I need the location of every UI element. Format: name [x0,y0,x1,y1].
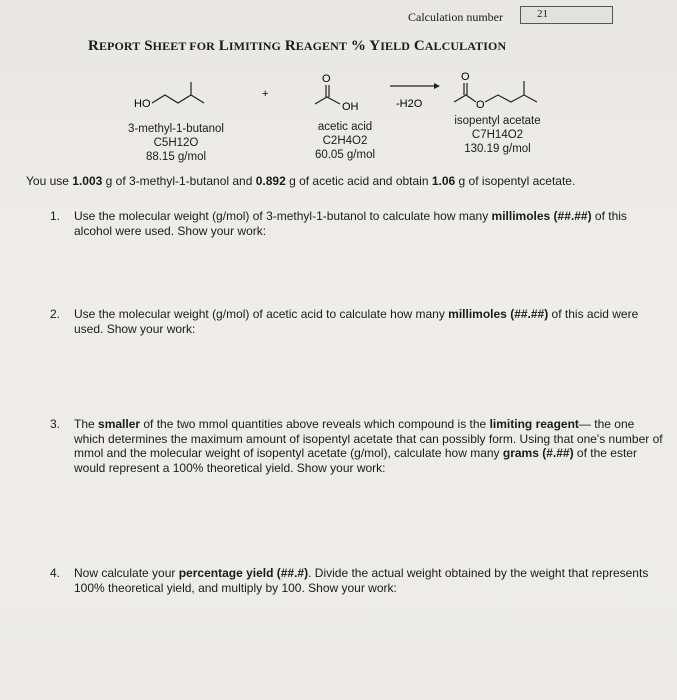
question-text: Use the molecular weight (g/mol) of 3-methyl-1-butanol to calculate how many millimoles (##.##) of this alcohol were used. Show your work: [74,209,627,238]
question-text: Now calculate your percentage yield (##.#). Divide the actual weight obtained by the weight that represents 100% theoretical yield, and multiply by 100. Show your work: [74,566,649,595]
reactant-1-name: 3-methyl-1-butanol [128,123,224,135]
reactant-2-mw: 60.05 g/mol [314,149,376,161]
question-1 [50,209,665,238]
reaction-scheme [100,62,580,172]
plus-sign: + [262,88,269,100]
calculation-number-box [520,6,613,24]
reactant-2-info [290,120,400,162]
question-number: 1. [50,209,61,223]
question-3 [50,417,665,475]
reactant-2-formula: C2H4O2 [322,135,368,147]
question-number: 4. [50,566,61,580]
question-4 [50,566,665,595]
product-mw: 130.19 g/mol [464,143,531,155]
product-formula: C7H14O2 [471,129,524,141]
ester-carbonyl-o: O [461,71,470,83]
reactant-2-name: acetic acid [317,121,373,133]
ester-oxygen: O [476,99,485,111]
page-title: REPORT SHEET FOR LIMITING REAGENT % YIELD CALCULATION [88,38,507,54]
reactant-1-mw: 88.15 g/mol [145,151,207,163]
acetic-hydroxyl-label: OH [342,101,359,113]
ester-skeleton-left [454,95,476,102]
acetic-skeleton [315,97,340,104]
reactant-1-formula: C5H12O [153,137,199,149]
calculation-number-label: Calculation number [408,10,503,24]
product-name: isopentyl acetate [454,115,541,127]
product-info [440,114,555,156]
ester-skeleton-right [485,95,537,102]
problem-intro: You use 1.003 g of 3-methyl-1-butanol and 0.892 g of acetic acid and obtain 1.06 g of isopentyl acetate. [26,174,576,188]
reactant-1-info [116,122,236,164]
question-number: 3. [50,417,61,431]
question-text: The smaller of the two mmol quantities above reveals which compound is the limiting reagent— the one which determines the maximum amount of isopentyl acetate that can possibly form. Using that one's number of mmol and the molecular weight of isopentyl acetate (g/mol), calculate how many grams (#.##) of the ester would represent a 100% theoretical yield. Show your work: [74,417,663,475]
condition-label: -H2O [396,98,423,110]
acetic-carbonyl-o: O [322,73,331,85]
reaction-structures [100,62,580,122]
hydroxyl-label-1: HO [134,98,151,110]
question-text: Use the molecular weight (g/mol) of acetic acid to calculate how many millimoles (##.##) of this acid were used. Show your work: [74,307,639,336]
question-number: 2. [50,307,61,321]
butanol-skeleton [152,95,204,103]
question-2 [50,307,665,336]
calculation-number-value: 21 [537,8,548,20]
